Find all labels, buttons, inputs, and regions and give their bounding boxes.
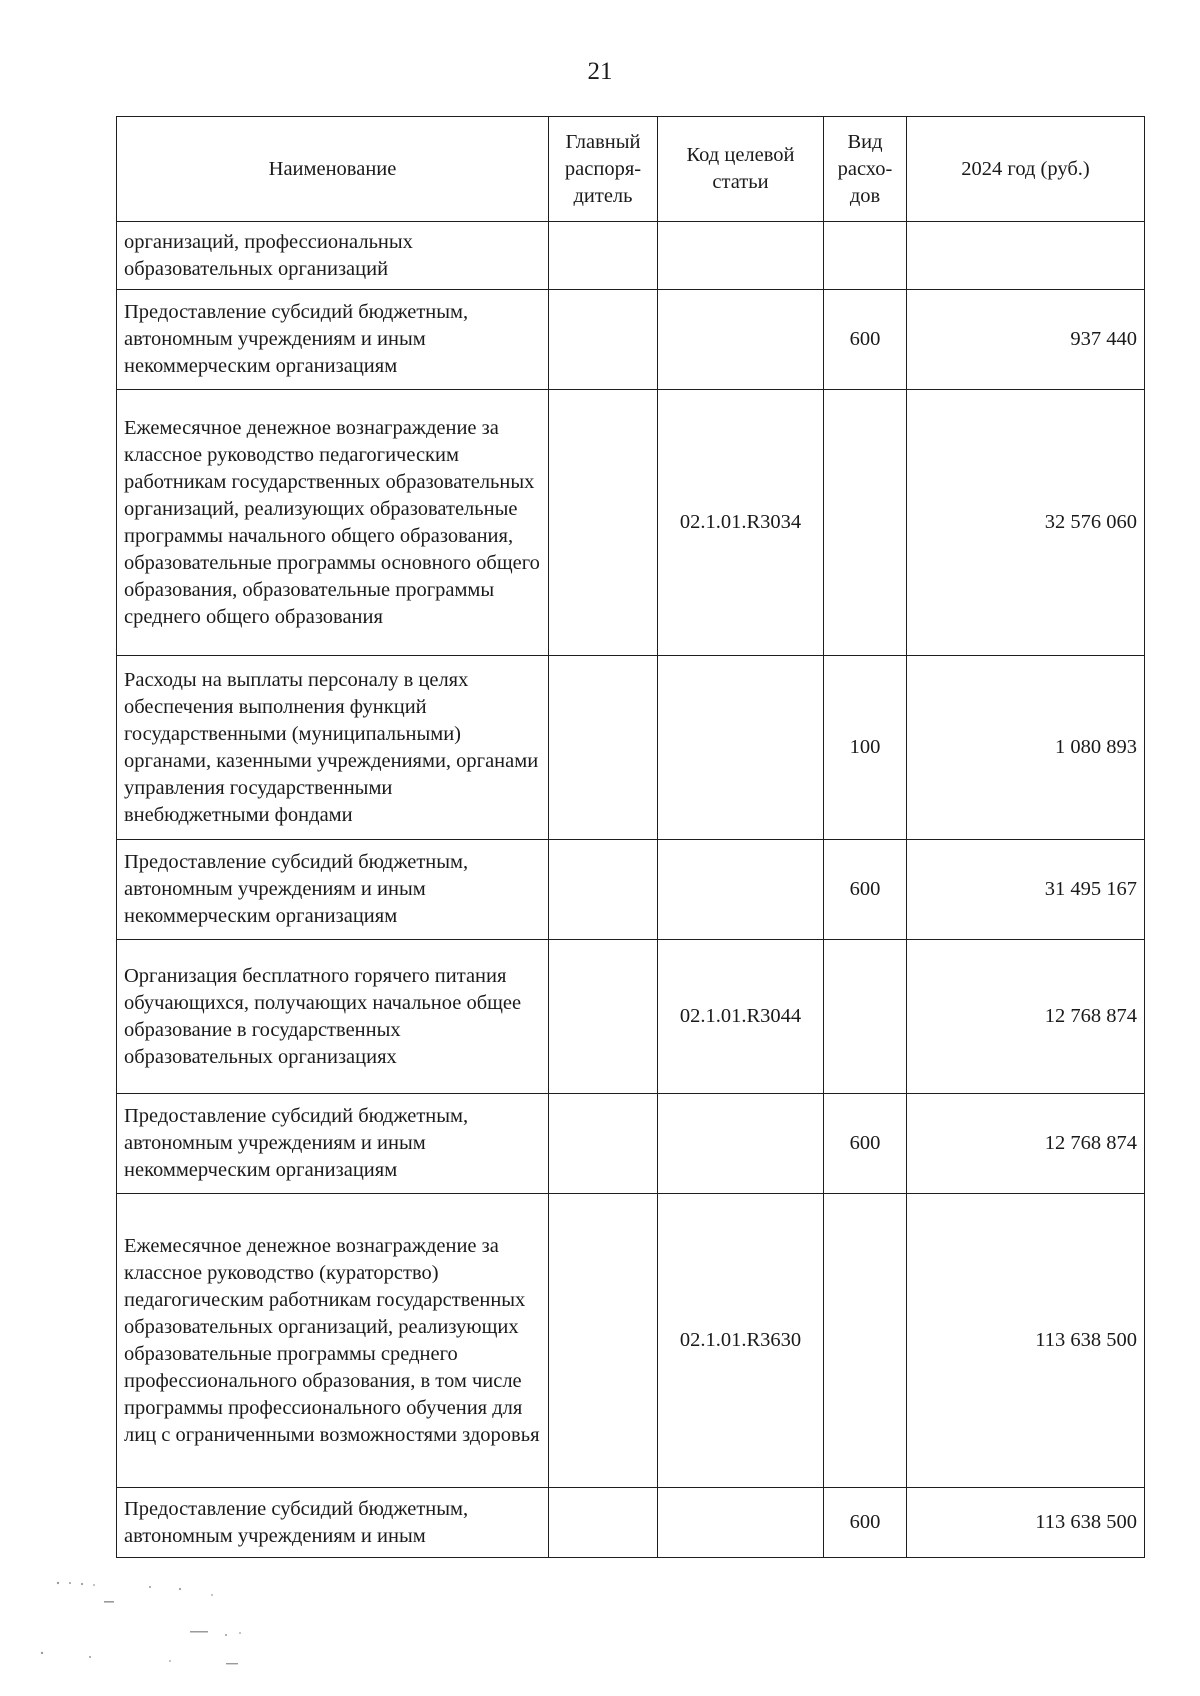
cell-kind: 600 [824,290,907,390]
cell-code [658,290,824,390]
table-row [117,1488,1145,1558]
budget-table [116,116,1145,1558]
cell-amount: 12 768 874 [907,940,1145,1094]
cell-amount: 12 768 874 [907,1094,1145,1194]
cell-amount: 32 576 060 [907,390,1145,656]
cell-manager [549,940,658,1094]
cell-amount: 937 440 [907,290,1145,390]
header-kind: Вид расхо-дов [824,117,907,222]
cell-amount: 113 638 500 [907,1194,1145,1488]
table-row [117,1194,1145,1488]
table-row [117,940,1145,1094]
cell-name: Ежемесячное денежное вознаграждение за классное руководство педагогическим работникам государственных образовательных организаций, реализующих образовательные программы начального общего образования, образовательные программы основного общего образования, образовательные программы среднего общего образования [117,390,549,656]
cell-code [658,222,824,290]
cell-manager [549,222,658,290]
cell-amount: 31 495 167 [907,840,1145,940]
table-row [117,390,1145,656]
scan-noise [30,1575,250,1675]
cell-kind: 600 [824,1488,907,1558]
cell-name: Предоставление субсидий бюджетным, автономным учреждениям и иным некоммерческим организациям [117,1094,549,1194]
cell-manager [549,390,658,656]
cell-kind [824,390,907,656]
cell-name: Организация бесплатного горячего питания обучающихся, получающих начальное общее образование в государственных образовательных организациях [117,940,549,1094]
header-row [117,117,1145,222]
table-row [117,222,1145,290]
cell-code [658,1488,824,1558]
header-name: Наименование [117,117,549,222]
header-code: Код целевой статьи [658,117,824,222]
cell-amount: 1 080 893 [907,656,1145,840]
cell-manager [549,656,658,840]
cell-name: Предоставление субсидий бюджетным, автономным учреждениям и иным [117,1488,549,1558]
table-row [117,290,1145,390]
cell-manager [549,840,658,940]
table-row [117,840,1145,940]
header-manager: Главный распоря-дитель [549,117,658,222]
cell-kind [824,1194,907,1488]
cell-name: Предоставление субсидий бюджетным, автономным учреждениям и иным некоммерческим организациям [117,290,549,390]
cell-manager [549,1194,658,1488]
page-number: 21 [587,58,613,85]
cell-kind: 600 [824,840,907,940]
table-header [117,117,1145,222]
cell-name: Расходы на выплаты персоналу в целях обеспечения выполнения функций государственными (муниципальными) органами, казенными учреждениями, органами управления государственными внебюджетными фондами [117,656,549,840]
header-amount: 2024 год (руб.) [907,117,1145,222]
cell-manager [549,1094,658,1194]
cell-code [658,840,824,940]
cell-manager [549,290,658,390]
cell-name: организаций, профессиональных образовательных организаций [117,222,549,290]
cell-amount: 113 638 500 [907,1488,1145,1558]
cell-code: 02.1.01.R3630 [658,1194,824,1488]
cell-kind [824,940,907,1094]
cell-kind: 600 [824,1094,907,1194]
cell-code: 02.1.01.R3034 [658,390,824,656]
table-body [117,222,1145,1558]
table-row [117,656,1145,840]
cell-manager [549,1488,658,1558]
cell-amount [907,222,1145,290]
cell-code [658,1094,824,1194]
table-row [117,1094,1145,1194]
cell-code: 02.1.01.R3044 [658,940,824,1094]
cell-code [658,656,824,840]
cell-name: Ежемесячное денежное вознаграждение за классное руководство (кураторство) педагогическим работникам государственных образовательных организаций, реализующих образовательные программы среднего профессионального образования, в том числе программы профессионального обучения для лиц с ограниченными возможностями здоровья [117,1194,549,1488]
cell-name: Предоставление субсидий бюджетным, автономным учреждениям и иным некоммерческим организациям [117,840,549,940]
cell-kind [824,222,907,290]
cell-kind: 100 [824,656,907,840]
